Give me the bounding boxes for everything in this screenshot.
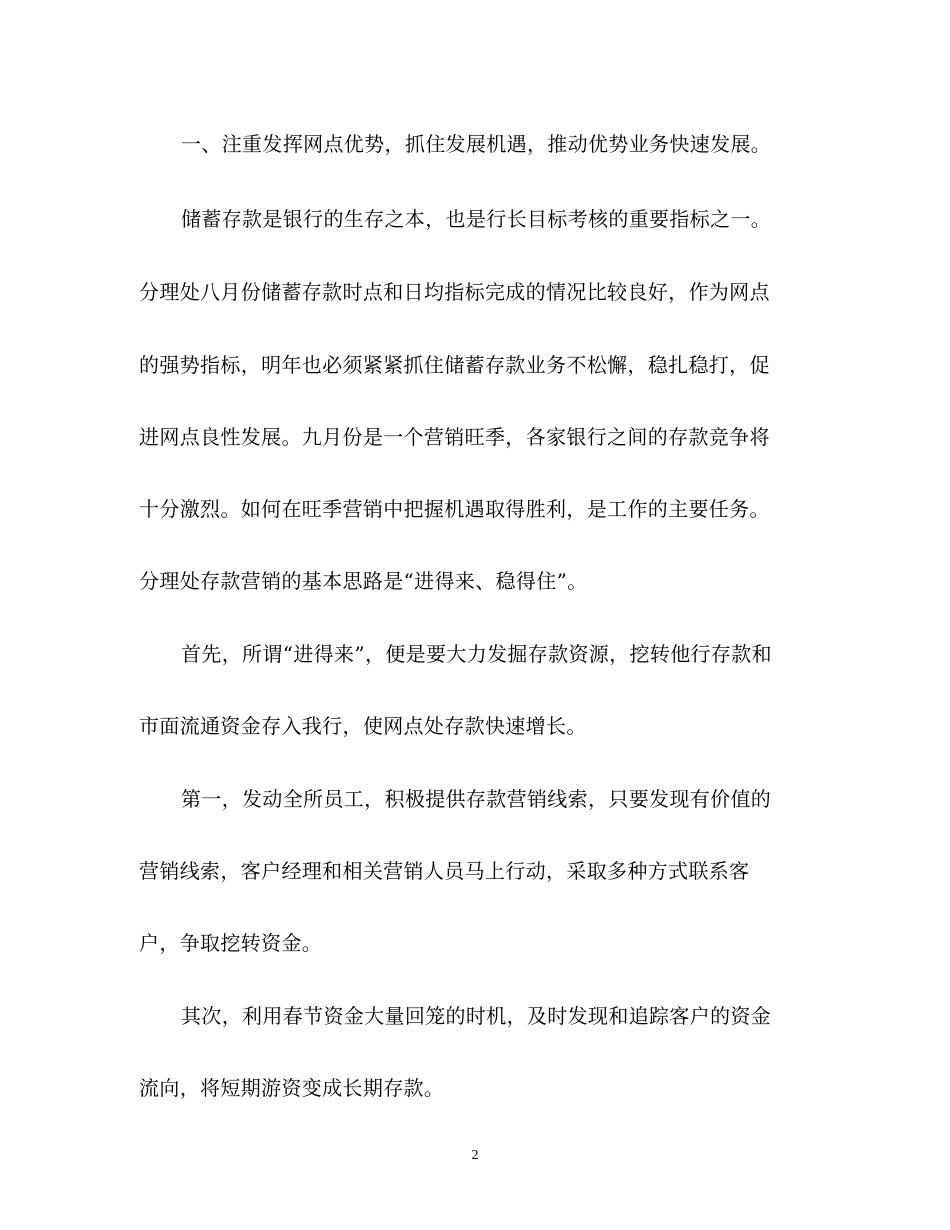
paragraph-line: 十分激烈。如何在旺季营销中把握机遇取得胜利，是工作的主要任务。 (139, 497, 770, 521)
heading-line: 一、注重发挥网点优势，抓住发展机遇，推动优势业务快速发展。 (181, 132, 772, 156)
paragraph-line: 其次，利用春节资金大量回笼的时机，及时发现和追踪客户的资金 (181, 1004, 772, 1028)
paragraph-line: 市面流通资金存入我行，使网点处存款快速增长。 (139, 714, 587, 738)
paragraph-line: 首先，所谓“进得来”，便是要大力发掘存款资源，挖转他行存款和 (181, 642, 772, 666)
paragraph-line: 户，争取挖转资金。 (139, 931, 323, 955)
page-number: 2 (471, 1148, 479, 1163)
paragraph-line: 营销线索，客户经理和相关营销人员马上行动，采取多种方式联系客 (139, 859, 750, 883)
paragraph-line: 第一，发动全所员工，积极提供存款营销线索，只要发现有价值的 (181, 787, 772, 811)
paragraph-line: 分理处存款营销的基本思路是“进得来、稳得住”。 (139, 569, 588, 593)
paragraph-line: 分理处八月份储蓄存款时点和日均指标完成的情况比较良好，作为网点 (139, 280, 770, 304)
paragraph-line: 的强势指标，明年也必须紧紧抓住储蓄存款业务不松懈，稳扎稳打，促 (139, 353, 770, 377)
paragraph-line: 流向，将短期游资变成长期存款。 (139, 1076, 445, 1100)
paragraph-line: 进网点良性发展。九月份是一个营销旺季，各家银行之间的存款竞争将 (139, 425, 770, 449)
paragraph-line: 储蓄存款是银行的生存之本，也是行长目标考核的重要指标之一。 (181, 207, 772, 231)
